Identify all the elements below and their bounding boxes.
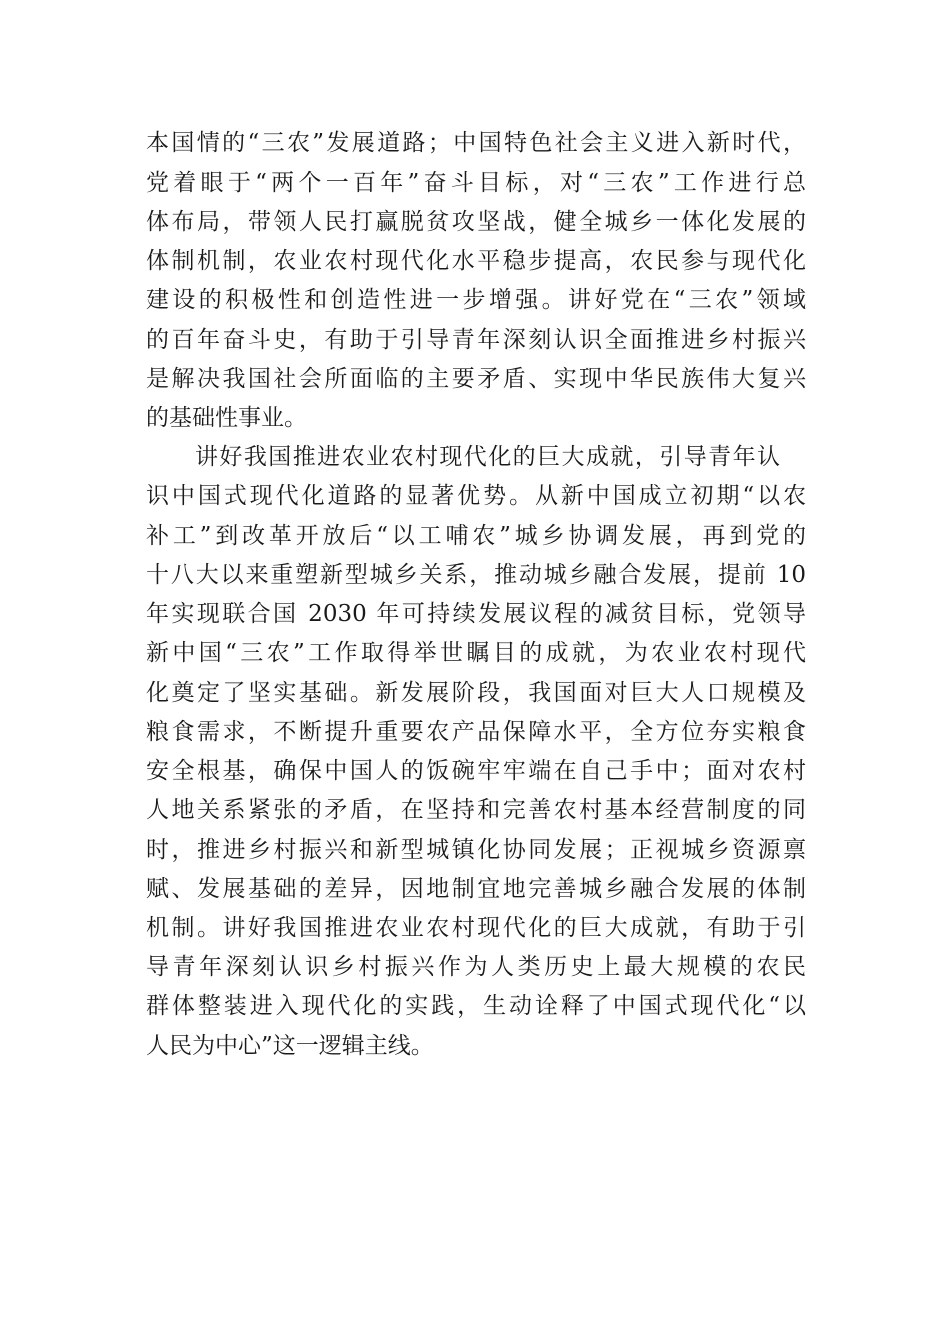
text-line: 群体整装进入现代化的实践，生动诠释了中国式现代化“以 xyxy=(146,993,806,1019)
paragraph-first-line: 讲好我国推进农业农村现代化的巨大成就，引导青年认 xyxy=(195,444,780,470)
text-line: 年实现联合国 2030 年可持续发展议程的减贫目标，党领导 xyxy=(146,601,806,627)
text-line: 建设的积极性和创造性进一步增强。讲好党在“三农”领域 xyxy=(146,287,806,313)
text-line: 是解决我国社会所面临的主要矛盾、实现中华民族伟大复兴 xyxy=(146,366,806,392)
text-line: 十八大以来重塑新型城乡关系，推动城乡融合发展，提前 10 xyxy=(146,562,806,588)
text-line: 新中国“三农”工作取得举世瞩目的成就，为农业农村现代 xyxy=(146,640,806,666)
text-line: 识中国式现代化道路的显著优势。从新中国成立初期“以农 xyxy=(146,483,806,509)
text-line: 党着眼于“两个一百年”奋斗目标，对“三农”工作进行总 xyxy=(146,170,806,196)
text-line: 化奠定了坚实基础。新发展阶段，我国面对巨大人口规模及 xyxy=(146,680,806,706)
text-line: 人民为中心”这一逻辑主线。 xyxy=(146,1033,434,1059)
text-line: 体布局，带领人民打赢脱贫攻坚战，健全城乡一体化发展的 xyxy=(146,209,806,235)
text-line: 本国情的“三农”发展道路；中国特色社会主义进入新时代， xyxy=(146,130,806,156)
text-line: 安全根基，确保中国人的饭碗牢牢端在自己手中；面对农村 xyxy=(146,758,806,784)
text-line: 导青年深刻认识乡村振兴作为人类历史上最大规模的农民 xyxy=(146,954,806,980)
text-line: 人地关系紧张的矛盾，在坚持和完善农村基本经营制度的同 xyxy=(146,797,806,823)
text-line: 的百年奋斗史，有助于引导青年深刻认识全面推进乡村振兴 xyxy=(146,327,806,353)
text-line: 的基础性事业。 xyxy=(146,405,307,431)
text-line: 时，推进乡村振兴和新型城镇化协同发展；正视城乡资源禀 xyxy=(146,837,806,863)
text-line: 体制机制，农业农村现代化水平稳步提高，农民参与现代化 xyxy=(146,248,806,274)
text-line: 粮食需求，不断提升重要农产品保障水平，全方位夯实粮食 xyxy=(146,719,806,745)
text-line: 机制。讲好我国推进农业农村现代化的巨大成就，有助于引 xyxy=(146,915,806,941)
text-line: 补工”到改革开放后“以工哺农”城乡协调发展，再到党的 xyxy=(146,523,806,549)
text-line: 赋、发展基础的差异，因地制宜地完善城乡融合发展的体制 xyxy=(146,876,806,902)
